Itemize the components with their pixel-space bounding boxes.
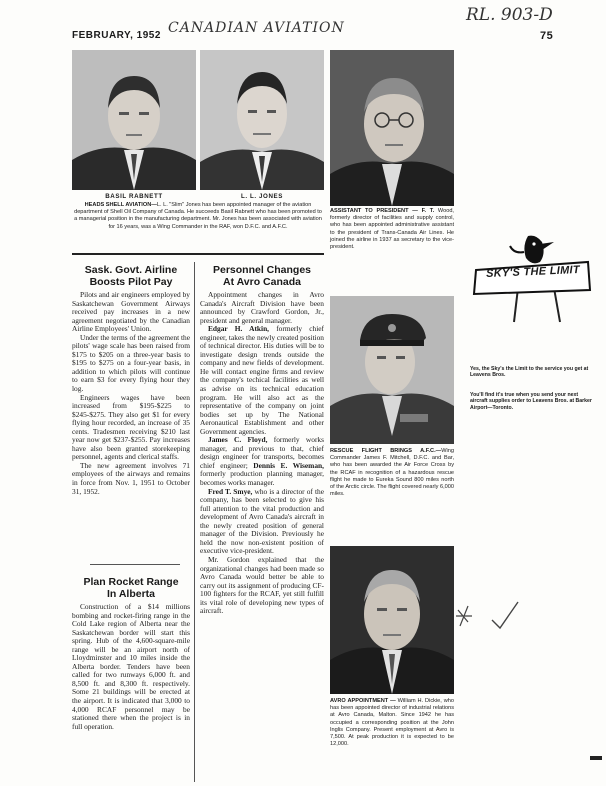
dickie-caption [330, 698, 454, 748]
avro-paragraph-3-text: formerly works manager, and previous to that, chief design engineer for transports, becomes chief engineer; [200, 435, 324, 470]
page-number: 75 [540, 30, 554, 42]
mitchell-caption-lead: RESCUE FLIGHT BRINGS A.F.C.— [330, 448, 442, 454]
wood-caption [330, 208, 454, 251]
mitchell-caption-text: Wing Commander James F. Mitchell, D.F.C. and Bar, who has been awarded the Air Force Cross by the RCAF in recognition of a hazardous rescue flight he made to Eureka Sound 800 miles north of the Arctic circle. The flight covered nearly 6,000 miles. [330, 448, 454, 498]
avro-paragraph-2 [200, 325, 324, 436]
dickie-photo [330, 546, 454, 694]
rocket-article-title [72, 576, 190, 600]
shell-caption [72, 202, 324, 231]
avro-article-body [200, 291, 324, 616]
handwritten-reference: RL. 903-D [466, 5, 553, 25]
sask-article-body [72, 291, 190, 496]
handwritten-magazine-name: CANADIAN AVIATION [168, 20, 345, 36]
mitchell-photo [330, 296, 454, 444]
avro-article-title [200, 264, 324, 288]
dickie-caption-text: William H. Dickie, who has been appointed director of industrial relations at Avro Canada, Malton. Since 1942 he has occupied a corresponding position at the John Inglis Company. Present employment at Avro is 7,500. At peak production it is expected to be 12,000. [330, 698, 454, 748]
wiseman-name: Dennis E. Wiseman, [253, 460, 324, 470]
dickie-caption-lead: AVRO APPOINTMENT — [330, 698, 396, 704]
jones-name: L. L. JONES [240, 193, 283, 200]
ad-text-1: Yes, the Sky's the Limit to the service you get at Leavens Bros. [470, 366, 589, 379]
rocket-title-line1: Plan Rocket Range [83, 576, 179, 588]
avro-paragraph-5: Mr. Gordon explained that the organizational changes had been made so Avro Canada would better be able to carry out its assignment of producing CF-100 fighters for the RCAF, yet still fulfill its vital role of developing new types of aircraft. [200, 554, 324, 616]
avro-title-line2: At Avro Canada [223, 276, 301, 288]
wood-caption-text: Wood, formerly director of facilities and supply control, who has been appointed administrative assistant to the president of Trans-Canada Air Lines. He joined the airline in 1937 as secretary to the vice-president. [330, 208, 454, 251]
ad-text-2: You'll find it's true when you send your next aircraft supplies order to Leavens Bros. at Barker Airport—Toronto. [470, 392, 592, 411]
issue-date: FEBRUARY, 1952 [72, 30, 161, 41]
column-divider [194, 262, 195, 782]
floyd-name: James C. Floyd, [208, 435, 268, 445]
avro-paragraph-2-text: formerly chief engineer, takes the newly created position of technical director. His duties will be to investigate design trends outside the company and new fields of development. He will contact engine firms and review the company's techical facilities as well as advise on its technical education program. He will also act as the representative of the company on joint bodies set up by The National Aeronautical Establishment and other Government agencies. [200, 324, 324, 436]
page-edge-mark [590, 756, 602, 760]
sask-paragraph: The new agreement involves 71 employees of the airways and remains in force from Nov. 1, 1951 to October 31, 1952. [72, 460, 190, 496]
skys-the-limit-ad-illustration [470, 232, 594, 328]
rabnett-name: BASIL RABNETT [105, 193, 163, 200]
rocket-paragraph: Construction of a $14 millions bombing and rocket-firing range in the Cold Lake region of Alberta near the Saskatchewan border will start this spring. Hub of the 4,600-square-mile range will be an airport north of Lloydminster and 10 miles inside the Alberta border. Tenders have been called for two runways 6,000 ft. and 8,500 ft. and 8,300 ft. respectively. Some 21 buildings will be erected at the airport. It is indicated that 3,000 to 4,000 RCAF personnel may be stationed there when the project is in full operation. [72, 602, 190, 731]
mitchell-caption [330, 448, 454, 498]
sask-paragraph: Engineers wages have been increased from $195-$225 to $245-$275. They also get $1 for every flying hour recorded, an increase of 35 cents. Tradesmen receiving $210 last year now get $237-$255. Pay increases have also been granted storekeeping personnel, agents and clerical staffs. [72, 392, 190, 462]
divider-left-mid [90, 564, 180, 565]
sask-paragraph: Pilots and air engineers employed by Saskatchewan Government Airways received pay increases in a new agreement negotiated by the Canadian Airline Employees' Union. [72, 290, 190, 334]
sask-title-line2: Boosts Pilot Pay [89, 276, 173, 288]
shell-caption-lead: HEADS SHELL AVIATION— [84, 202, 157, 208]
sask-article-title [72, 264, 190, 288]
skys-the-limit-sign: SKY'S THE LIMIT [485, 263, 581, 281]
handwritten-check-mark [452, 596, 522, 636]
jones-photo [200, 50, 324, 190]
smye-name: Fred T. Smye, [208, 486, 253, 496]
divider-top [72, 253, 324, 255]
wood-caption-lead: ASSISTANT TO PRESIDENT — F. T. [330, 208, 435, 214]
sask-paragraph: Under the terms of the agreement the pilots' wage scale has been raised from $175 to $205 on a three-year basis to $195 to $275 on a four-year basis, in addition to which pilots will continue to earn $3 for every flying hour they log. [72, 332, 190, 394]
avro-paragraph-3 [200, 436, 324, 487]
avro-paragraph-4-text: who is a director of the company, has been selected to give his full attention to the vital production and development of Avro Canada's aircraft in the newly created position of general manager of the Division. Previously he held the now non-existent position of executive vice-president. [200, 486, 324, 556]
wood-photo [330, 50, 454, 206]
rabnett-photo [72, 50, 196, 190]
avro-paragraph-3-text2: formerly production planning manager, becomes works manager. [200, 469, 324, 488]
avro-paragraph-1: Appointment changes in Avro Canada's Aircraft Division have been announced by Crawford Gordon, Jr., president and general manager. [200, 290, 324, 325]
rocket-article-body [72, 603, 190, 731]
sask-title-line1: Sask. Govt. Airline [84, 264, 178, 276]
avro-title-line1: Personnel Changes [212, 264, 312, 276]
avro-paragraph-4 [200, 488, 324, 556]
shell-caption-text: L. L. "Slim" Jones has been appointed manager of the aviation department of Shell Oil Company of Canada. He succeeds Basil Rabnett who has been promoted to a managerial position in the manufacturing department. Mr. Jones has been associated with aviation for 16 years, was a Wing Commander in the RAF, won D.F.C. and A.F.C. [74, 202, 322, 230]
atkin-name: Edgar H. Atkin, [208, 324, 270, 334]
rocket-title-line2: In Alberta [106, 588, 156, 600]
